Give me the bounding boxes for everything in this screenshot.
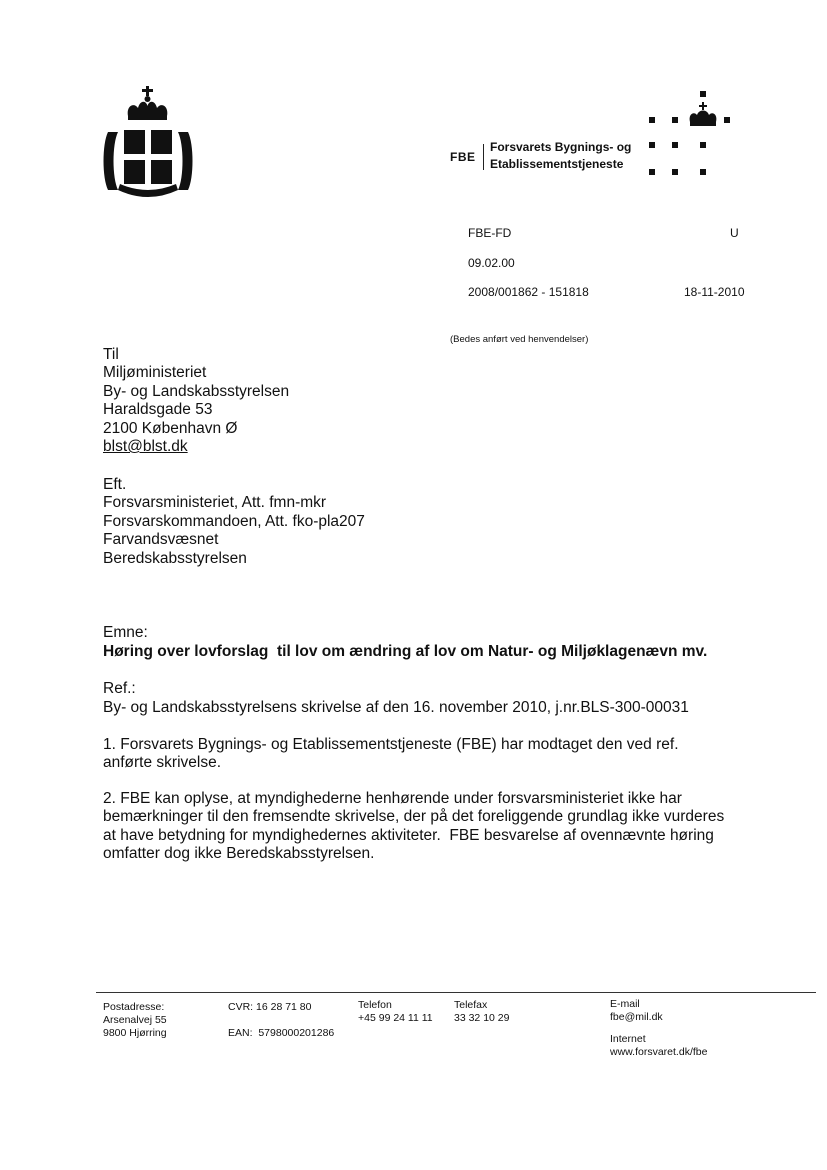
paragraph-line: omfatter dog ikke Beredskabsstyrelsen. — [103, 845, 375, 863]
paragraph-line: 2. FBE kan oplyse, at myndighederne henhørende under forsvarsministeriet ikke har — [103, 790, 682, 807]
paragraph-line: anførte skrivelse. — [103, 754, 222, 772]
letterhead-divider — [483, 144, 484, 170]
copy-to-line: Forsvarsministeriet, Att. fmn-mkr — [103, 494, 327, 512]
copy-to-label: Eft. — [103, 476, 127, 493]
subject-text: Høring over lovforslag til lov om ændring af lov om Natur- og Miljøklagenævn mv. — [103, 642, 708, 660]
case-number: 2008/001862 - 151818 — [468, 285, 589, 299]
paragraph-line: bemærkninger til den fremsendte skrivelse, der på det foreliggende grundlag ikke vurderes — [103, 808, 725, 826]
copy-to-block — [103, 476, 365, 568]
unit-code: FBE-FD — [468, 226, 512, 240]
subject-block — [103, 624, 707, 661]
footer-postal-address — [103, 1001, 167, 1040]
footer-fax — [454, 999, 509, 1025]
org-name-line1: Forsvarets Bygnings- og — [490, 140, 632, 154]
postal-street: Arsenalvej 55 — [103, 1014, 167, 1026]
cvr-number: CVR: 16 28 71 80 — [228, 1001, 312, 1013]
footer-rule — [96, 992, 816, 993]
recipient-line: Haraldsgade 53 — [103, 401, 213, 419]
fax-number: 33 32 10 29 — [454, 1012, 510, 1024]
recipient-line: 2100 København Ø — [103, 419, 238, 437]
org-abbreviation: FBE — [450, 150, 476, 164]
body-paragraph-1 — [103, 736, 783, 773]
internet-label: Internet — [610, 1033, 646, 1045]
copy-to-line: Beredskabsstyrelsen — [103, 549, 247, 567]
phone-label: Telefon — [358, 999, 392, 1011]
recipient-line: Miljøministeriet — [103, 364, 207, 382]
fbe-letterhead — [448, 84, 748, 184]
recipient-line: By- og Landskabsstyrelsen — [103, 382, 290, 400]
email-label: E-mail — [610, 998, 640, 1010]
reference-block — [103, 680, 689, 717]
postal-label: Postadresse: — [103, 1001, 165, 1013]
phone-number: +45 99 24 11 11 — [358, 1012, 433, 1024]
body-paragraph-2 — [103, 790, 783, 864]
subject-label: Emne: — [103, 624, 148, 641]
fbe-dot-crown-logo — [644, 84, 740, 184]
postal-city: 9800 Hjørring — [103, 1027, 167, 1039]
recipient-block — [103, 346, 289, 456]
recipient-email-link[interactable]: blst@blst.dk — [103, 438, 188, 456]
org-name-line2: Etablissementstjeneste — [490, 157, 624, 171]
defence-crown-emblem-logo — [100, 86, 196, 198]
recipient-label: Til — [103, 346, 119, 363]
letter-date: 18-11-2010 — [684, 285, 745, 299]
ean-number: EAN: 5798000201286 — [228, 1027, 335, 1039]
footer-phone — [358, 999, 433, 1025]
reference-text: By- og Landskabsstyrelsens skrivelse af den 16. november 2010, j.nr.BLS-300-00031 — [103, 698, 689, 716]
footer-website-link[interactable]: www.forsvaret.dk/fbe — [610, 1046, 708, 1058]
classification-mark: U — [730, 226, 739, 240]
reference-note: (Bedes anført ved henvendelser) — [450, 334, 589, 345]
paragraph-line: at have betydning for myndighedernes aktiviteter. FBE besvarelse af ovennævnte høring — [103, 826, 714, 844]
copy-to-line: Forsvarskommandoen, Att. fko-pla207 — [103, 512, 365, 530]
fax-label: Telefax — [454, 999, 488, 1011]
copy-to-line: Farvandsvæsnet — [103, 531, 219, 549]
footer-email-link[interactable]: fbe@mil.dk — [610, 1011, 663, 1023]
footer-contact — [610, 998, 707, 1059]
reference-label: Ref.: — [103, 680, 136, 697]
paragraph-line: 1. Forsvarets Bygnings- og Etablissementstjeneste (FBE) har modtaget den ved ref. — [103, 736, 679, 753]
footer-registration — [228, 1001, 334, 1040]
file-code: 09.02.00 — [468, 256, 515, 270]
